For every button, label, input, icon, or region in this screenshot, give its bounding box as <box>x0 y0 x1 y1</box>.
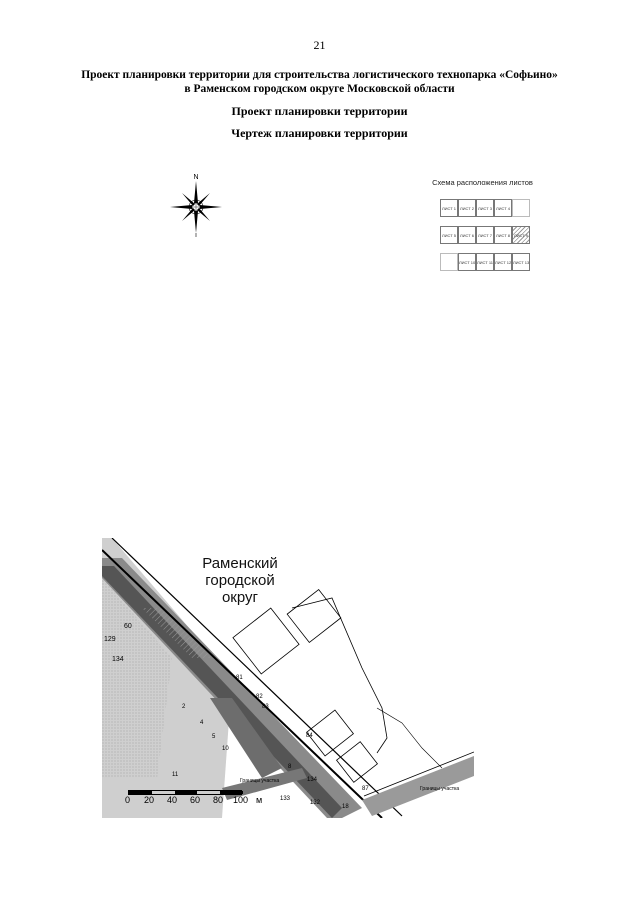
map-point-label: 81 <box>236 675 243 681</box>
sheet-cell-highlighted: ЛИСТ 9 <box>512 226 530 244</box>
sheet-cell: ЛИСТ 12 <box>494 253 512 271</box>
subtitle-project: Проект планировки территории <box>231 104 408 118</box>
sheet-cell: ЛИСТ 3 <box>476 199 494 217</box>
sheet-cell: ЛИСТ 6 <box>458 226 476 244</box>
sheet-cell: ЛИСТ 1 <box>440 199 458 217</box>
map-point-label: 8 <box>288 764 292 770</box>
north-label: N <box>193 174 199 181</box>
map-point-label: 133 <box>280 796 291 802</box>
sheet-cell: ЛИСТ 8 <box>494 226 512 244</box>
page-number: 21 <box>313 38 326 52</box>
sheet-cell: ЛИСТ 7 <box>476 226 494 244</box>
map-point-label: 60 <box>124 623 132 630</box>
map-point-label: 84 <box>306 733 313 739</box>
sheet-cell: ЛИСТ 2 <box>458 199 476 217</box>
map-point-label: 10 <box>222 746 229 752</box>
map-point-label: 134 <box>307 777 318 783</box>
map-point-label: 83 <box>262 704 269 710</box>
sheet-cell-empty <box>512 199 530 217</box>
map-point-label: 129 <box>104 636 116 643</box>
map-point-label: 11 <box>172 772 179 778</box>
boundary-label: Границы участка <box>240 778 280 784</box>
map-point-label: 18 <box>342 804 349 810</box>
scale-bar <box>122 787 272 809</box>
map-point-label: 4 <box>200 720 204 726</box>
scale-tick: 40 <box>167 795 178 805</box>
map-point-label: 2 <box>182 704 186 710</box>
region-label-line: городской <box>205 572 275 589</box>
scale-tick: 0 <box>125 795 131 805</box>
title-line-2: в Раменском городском округе Московской области <box>184 83 455 95</box>
compass-rose-icon <box>168 172 224 238</box>
map-point-label: 82 <box>256 694 263 700</box>
sheet-cell: ЛИСТ 13 <box>512 253 530 271</box>
sheet-cell: ЛИСТ 4 <box>494 199 512 217</box>
subtitle-drawing: Чертеж планировки территории <box>231 126 408 140</box>
sheet-layout-scheme <box>420 178 545 278</box>
region-label-line: Раменский <box>202 555 278 572</box>
sheet-cell: ЛИСТ 10 <box>458 253 476 271</box>
region-label <box>180 555 300 606</box>
scale-tick: 100 <box>233 795 249 805</box>
title-line-1: Проект планировки территории для строительства логистического технопарка «Софьино» <box>81 69 558 81</box>
sheet-cell: ЛИСТ 5 <box>440 226 458 244</box>
map-point-label: 134 <box>112 656 124 663</box>
document-title <box>0 68 639 96</box>
map-point-label: 5 <box>212 734 216 740</box>
scale-tick: 60 <box>190 795 201 805</box>
sheet-cell: ЛИСТ 11 <box>476 253 494 271</box>
scale-unit: м <box>256 795 263 805</box>
region-label-line: округ <box>221 589 259 606</box>
scheme-title: Схема расположения листов <box>432 178 533 187</box>
boundary-label: Границы участка <box>420 786 460 792</box>
sheet-cell-empty <box>440 253 458 271</box>
map-point-label: 132 <box>310 800 321 806</box>
scale-tick: 20 <box>144 795 155 805</box>
scale-tick: 80 <box>213 795 224 805</box>
map-point-label: 87 <box>362 786 369 792</box>
